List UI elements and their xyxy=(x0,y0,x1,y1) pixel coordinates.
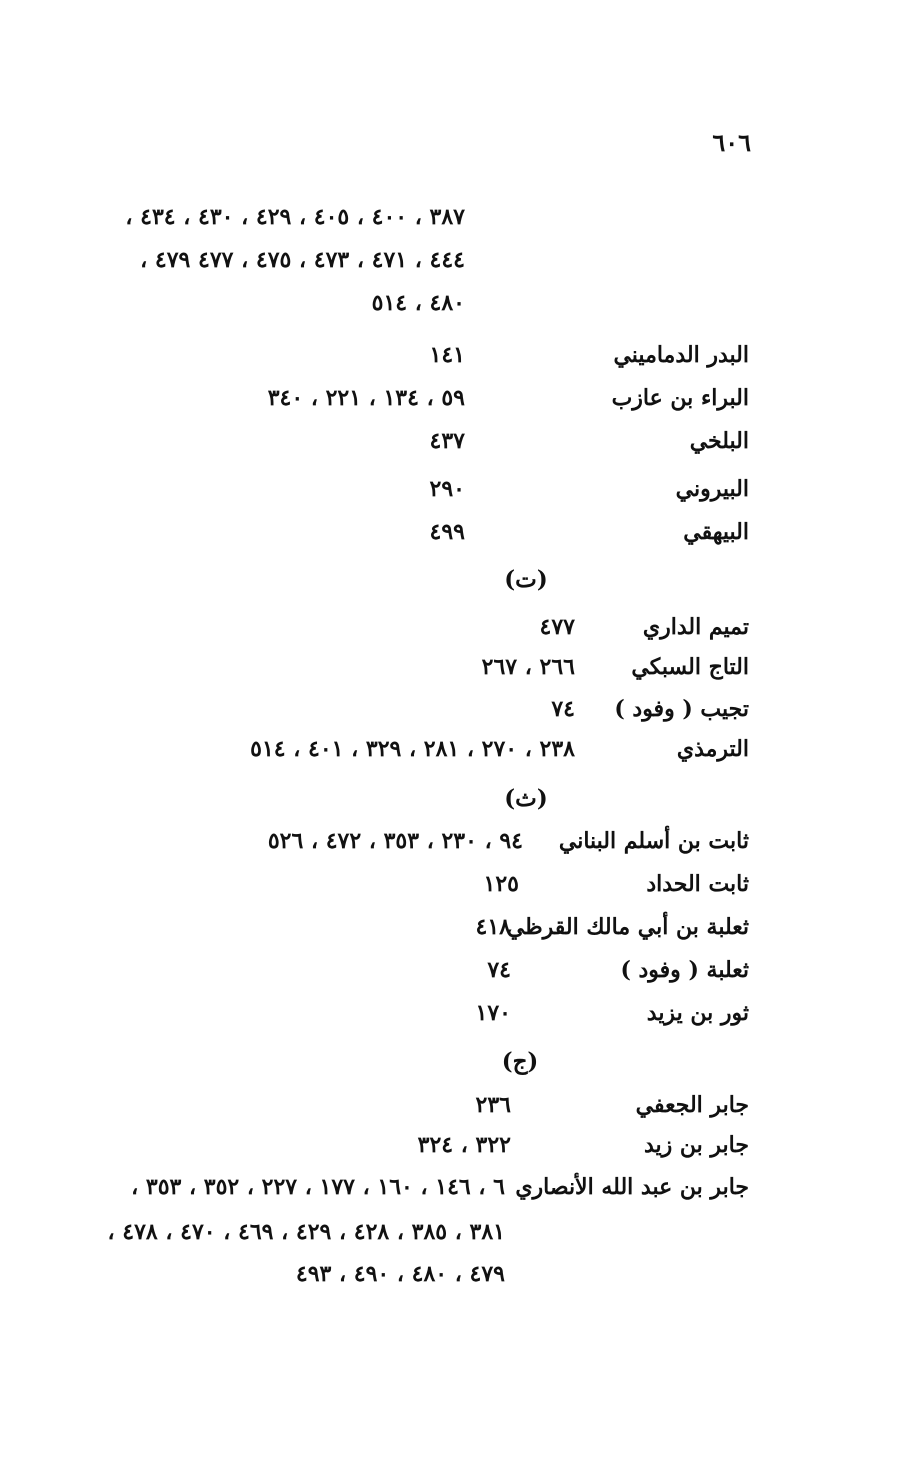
entry-name: البدر الدماميني xyxy=(613,342,749,368)
entry-name: ثعلبة ( وفود ) xyxy=(620,957,749,983)
entry-pages: ٤١٨ xyxy=(475,914,511,940)
entry-pages: ١٧٠ xyxy=(475,1000,511,1026)
entry-name: تجيب ( وفود ) xyxy=(614,696,749,722)
entry-pages: ١٤١ xyxy=(429,342,465,368)
entry-pages: ٢٣٨ ، ٢٧٠ ، ٢٨١ ، ٣٢٩ ، ٤٠١ ، ٥١٤ xyxy=(250,736,575,762)
entry-name: ثور بن يزيد xyxy=(646,1000,749,1026)
entry-name: البيهقي xyxy=(683,519,749,545)
continuation-line: ٤٤٤ ، ٤٧١ ، ٤٧٣ ، ٤٧٥ ، ٤٧٧ ٤٧٩ ، xyxy=(140,247,465,273)
entry-pages: ٤٩٩ xyxy=(429,519,465,545)
continuation-line: ٣٨٧ ، ٤٠٠ ، ٤٠٥ ، ٤٢٩ ، ٤٣٠ ، ٤٣٤ ، xyxy=(125,204,465,230)
entry-pages: ٣٢٢ ، ٣٢٤ xyxy=(417,1132,511,1158)
entry-name: البلخي xyxy=(689,428,749,454)
entry-name: البيروني xyxy=(675,476,749,502)
entry-pages-continuation: ٤٧٩ ، ٤٨٠ ، ٤٩٠ ، ٤٩٣ xyxy=(295,1261,505,1287)
entry-pages: ٢٣٦ xyxy=(475,1092,511,1118)
entry-pages: ٩٤ ، ٢٣٠ ، ٣٥٣ ، ٤٧٢ ، ٥٢٦ xyxy=(267,828,523,854)
entry-pages: ٦ ، ١٤٦ ، ١٦٠ ، ١٧٧ ، ٢٢٧ ، ٣٥٢ ، ٣٥٣ ، xyxy=(131,1174,505,1200)
entry-name: الترمذي xyxy=(676,736,749,762)
continuation-line: ٤٨٠ ، ٥١٤ xyxy=(371,290,465,316)
section-heading-th: (ث) xyxy=(504,785,548,812)
entry-pages: ٢٦٦ ، ٢٦٧ xyxy=(481,654,575,680)
entry-name: ثابت الحداد xyxy=(646,871,749,897)
entry-pages: ٧٤ xyxy=(551,696,575,722)
entry-pages-continuation: ٣٨١ ، ٣٨٥ ، ٤٢٨ ، ٤٢٩ ، ٤٦٩ ، ٤٧٠ ، ٤٧٨ ، xyxy=(107,1219,505,1245)
entry-pages: ٧٤ xyxy=(487,957,511,983)
entry-pages: ١٢٥ xyxy=(483,871,519,897)
entry-name: جابر بن زيد xyxy=(643,1132,749,1158)
entry-pages: ٤٣٧ xyxy=(429,428,465,454)
section-heading-j: (ج) xyxy=(501,1048,539,1075)
entry-name: البراء بن عازب xyxy=(611,385,749,411)
page-number: ٦٠٦ xyxy=(712,128,751,157)
entry-name: جابر بن عبد الله الأنصاري xyxy=(515,1174,749,1200)
entry-name: التاج السبكي xyxy=(631,654,749,680)
entry-name: جابر الجعفي xyxy=(635,1092,749,1118)
entry-name: تميم الداري xyxy=(642,614,749,640)
entry-pages: ٢٩٠ xyxy=(429,476,465,502)
entry-name: ثابت بن أسلم البناني xyxy=(558,828,749,854)
entry-name: ثعلبة بن أبي مالك القرظي xyxy=(506,914,749,940)
entry-pages: ٥٩ ، ١٣٤ ، ٢٢١ ، ٣٤٠ xyxy=(267,385,465,411)
entry-pages: ٤٧٧ xyxy=(539,614,575,640)
section-heading-t: (ت) xyxy=(504,566,548,593)
